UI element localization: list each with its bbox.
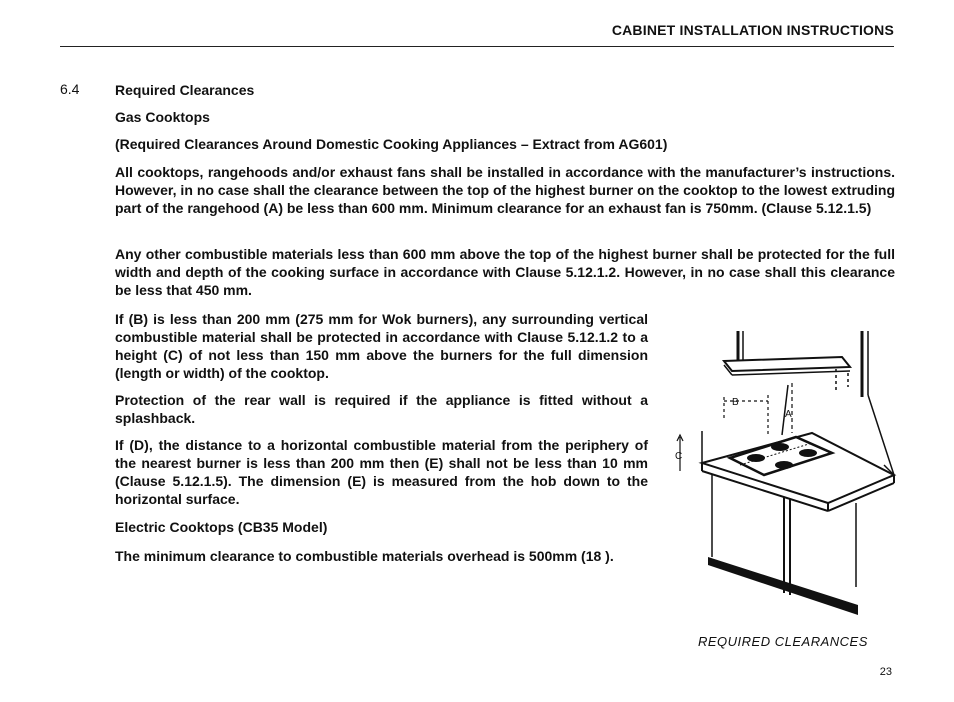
label-a: A: [785, 409, 792, 420]
section-number: 6.4: [60, 81, 80, 97]
figure-caption: REQUIRED CLEARANCES: [698, 634, 868, 649]
section-subtitle: Gas Cooktops: [115, 109, 210, 125]
paragraph-rear-wall: Protection of the rear wall is required if the appliance is fitted without a splashback.: [115, 392, 648, 426]
electric-cooktops-text: The minimum clearance to combustible materials overhead is 500mm (18 ).: [115, 548, 614, 564]
burner-front-left: [747, 454, 765, 462]
page-number: 23: [879, 666, 892, 678]
burner-rear-right: [799, 449, 817, 457]
paragraph-vertical-material: If (B) is less than 200 mm (275 mm for Wok burners), any surrounding vertical combustible material shall be protected in accordance with Clause 5.12.1.2 to a height (C) of not less than 150 mm above the burners for the full dimension (length or width) of the cooktop.: [115, 311, 648, 381]
header-title: CABINET INSTALLATION INSTRUCTIONS: [611, 22, 894, 38]
burner-front-right: [775, 461, 793, 469]
extract-note: (Required Clearances Around Domestic Cooking Appliances – Extract from AG601): [115, 136, 668, 152]
header-divider: [60, 46, 894, 47]
electric-cooktops-heading: Electric Cooktops (CB35 Model): [115, 519, 328, 535]
label-b: B: [732, 397, 739, 408]
burner-rear-left: [771, 443, 789, 451]
required-clearances-figure: [672, 325, 904, 615]
paragraph-combustible-materials: Any other combustible materials less than 600 mm above the top of the highest burner shall be protected for the full width and depth of the cooking surface in accordance with Clause 5.12.1.2. However, in no case shall this clearance be less that 450 mm.: [115, 246, 895, 298]
section-title: Required Clearances: [115, 82, 255, 98]
paragraph-rangehood-clearance: All cooktops, rangehoods and/or exhaust fans shall be installed in accordance with the manufacturer’s instructions. However, in no case shall the clearance between the top of the highest burner on the cooktop to the lowest extruding part of the rangehood (A) be less than 600 mm. Minimum clearance for an exhaust fan is 750mm. (Clause 5.12.1.5): [115, 164, 895, 216]
label-c: C: [675, 451, 683, 462]
paragraph-horizontal-material: If (D), the distance to a horizontal combustible material from the periphery of the nearest burner is less than 200 mm then (E) shall not be less than 10 mm (Clause 5.12.1.5). The dimension (E) is measured from the hob down to the horizontal surface.: [115, 437, 648, 507]
